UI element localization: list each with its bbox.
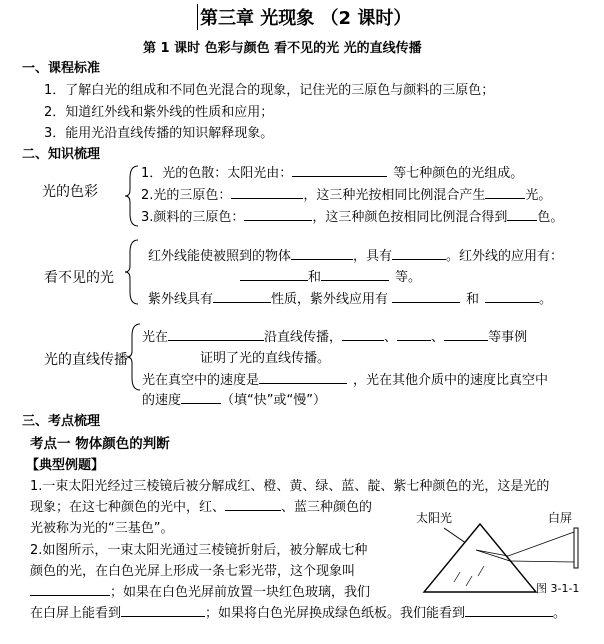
color-line-1: 1．光的色散：太阳光由： 等七种颜色的光组成。 — [141, 166, 524, 181]
invisible-brace — [124, 238, 140, 306]
figure-caption: 图 3-1-1 — [536, 582, 580, 595]
examples-heading: 【典型例题】 — [26, 458, 105, 473]
white-screen — [574, 528, 578, 568]
section2-heading: 二、知识梳理 — [22, 147, 101, 162]
section3-heading: 三、考点梳理 — [22, 414, 101, 429]
prism-figure — [414, 506, 590, 596]
prism — [424, 524, 536, 592]
invisible-line-1: 红外线能使被照到的物体 ，具有 。红外线的应用有： — [148, 249, 564, 264]
invisible-line-3: 紫外线具有 性质，紫外线应用有 和 。 — [148, 292, 553, 307]
straight-label: 光的直线传播 — [44, 352, 128, 368]
invisible-line-2: 和 等。 — [240, 266, 421, 285]
straight-line-1: 光在 沿直线传播， 、 、 等事例 — [142, 330, 528, 345]
standard-item-2: 2．知道红外线和紫外线的性质和应用； — [44, 105, 274, 120]
straight-line-4: 的速度 （填“快”或“慢”） — [142, 393, 326, 408]
question-1-line-2: 现象；在这七种颜色的光中，红、 、蓝三种颜色的 — [30, 500, 373, 515]
standard-item-3: 3．能用光沿直线传播的知识解释现象。 — [44, 126, 274, 141]
color-label: 光的色彩 — [42, 184, 98, 200]
straight-brace — [126, 322, 142, 392]
standard-item-1: 1．了解白光的组成和不同色光混合的现象，记住光的三原色与颜料的三原色； — [44, 83, 495, 98]
question-2-line-2: 颜色的光，在白色光屏上形成一条七彩光带，这个现象叫 — [30, 564, 356, 579]
invisible-label: 看不见的光 — [44, 270, 114, 286]
lesson-subtitle: 第 1 课时 色彩与颜色 看不见的光 光的直线传播 — [143, 41, 422, 56]
sun-label: 太阳光 — [416, 511, 453, 525]
outgoing-ray-bottom — [510, 561, 574, 562]
straight-line-2: 证明了光的直线传播。 — [200, 351, 331, 366]
question-2-line-3: ；如果在白色光屏前放置一块红色玻璃，我们 — [30, 581, 370, 600]
page-title: 第三章 光现象 （2 课时） — [197, 4, 411, 30]
straight-line-3: 光在真空中的速度是 ，光在其他介质中的速度比真空中 — [142, 373, 549, 388]
color-line-3: 3.颜料的三原色： ，这三种颜色按相同比例混合得到 色。 — [141, 210, 564, 225]
color-brace — [124, 164, 140, 228]
question-2-line-4: 在白屏上能看到 ；如果将白色光屏换成绿色纸板。我们能看到 。 — [30, 606, 567, 621]
screen-label: 白屏 — [548, 511, 573, 525]
color-line-2: 2.光的三原色： ，这三种光按相同比例混合产生 光。 — [141, 188, 552, 203]
section1-heading: 一、课程标准 — [22, 61, 101, 76]
point1-heading: 考点一 物体颜色的判断 — [30, 436, 170, 452]
question-1-line-3: 光被称为光的“三基色”。 — [30, 521, 174, 536]
question-1-line-1: 1.一束太阳光经过三棱镜后被分解成红、橙、黄、绿、蓝、靛、紫七种颜色的光，这是光的 — [30, 479, 550, 494]
question-2-line-1: 2.如图所示，一束太阳光通过三棱镜折射后，被分解成七种 — [30, 543, 368, 558]
outgoing-ray-top — [508, 532, 574, 556]
